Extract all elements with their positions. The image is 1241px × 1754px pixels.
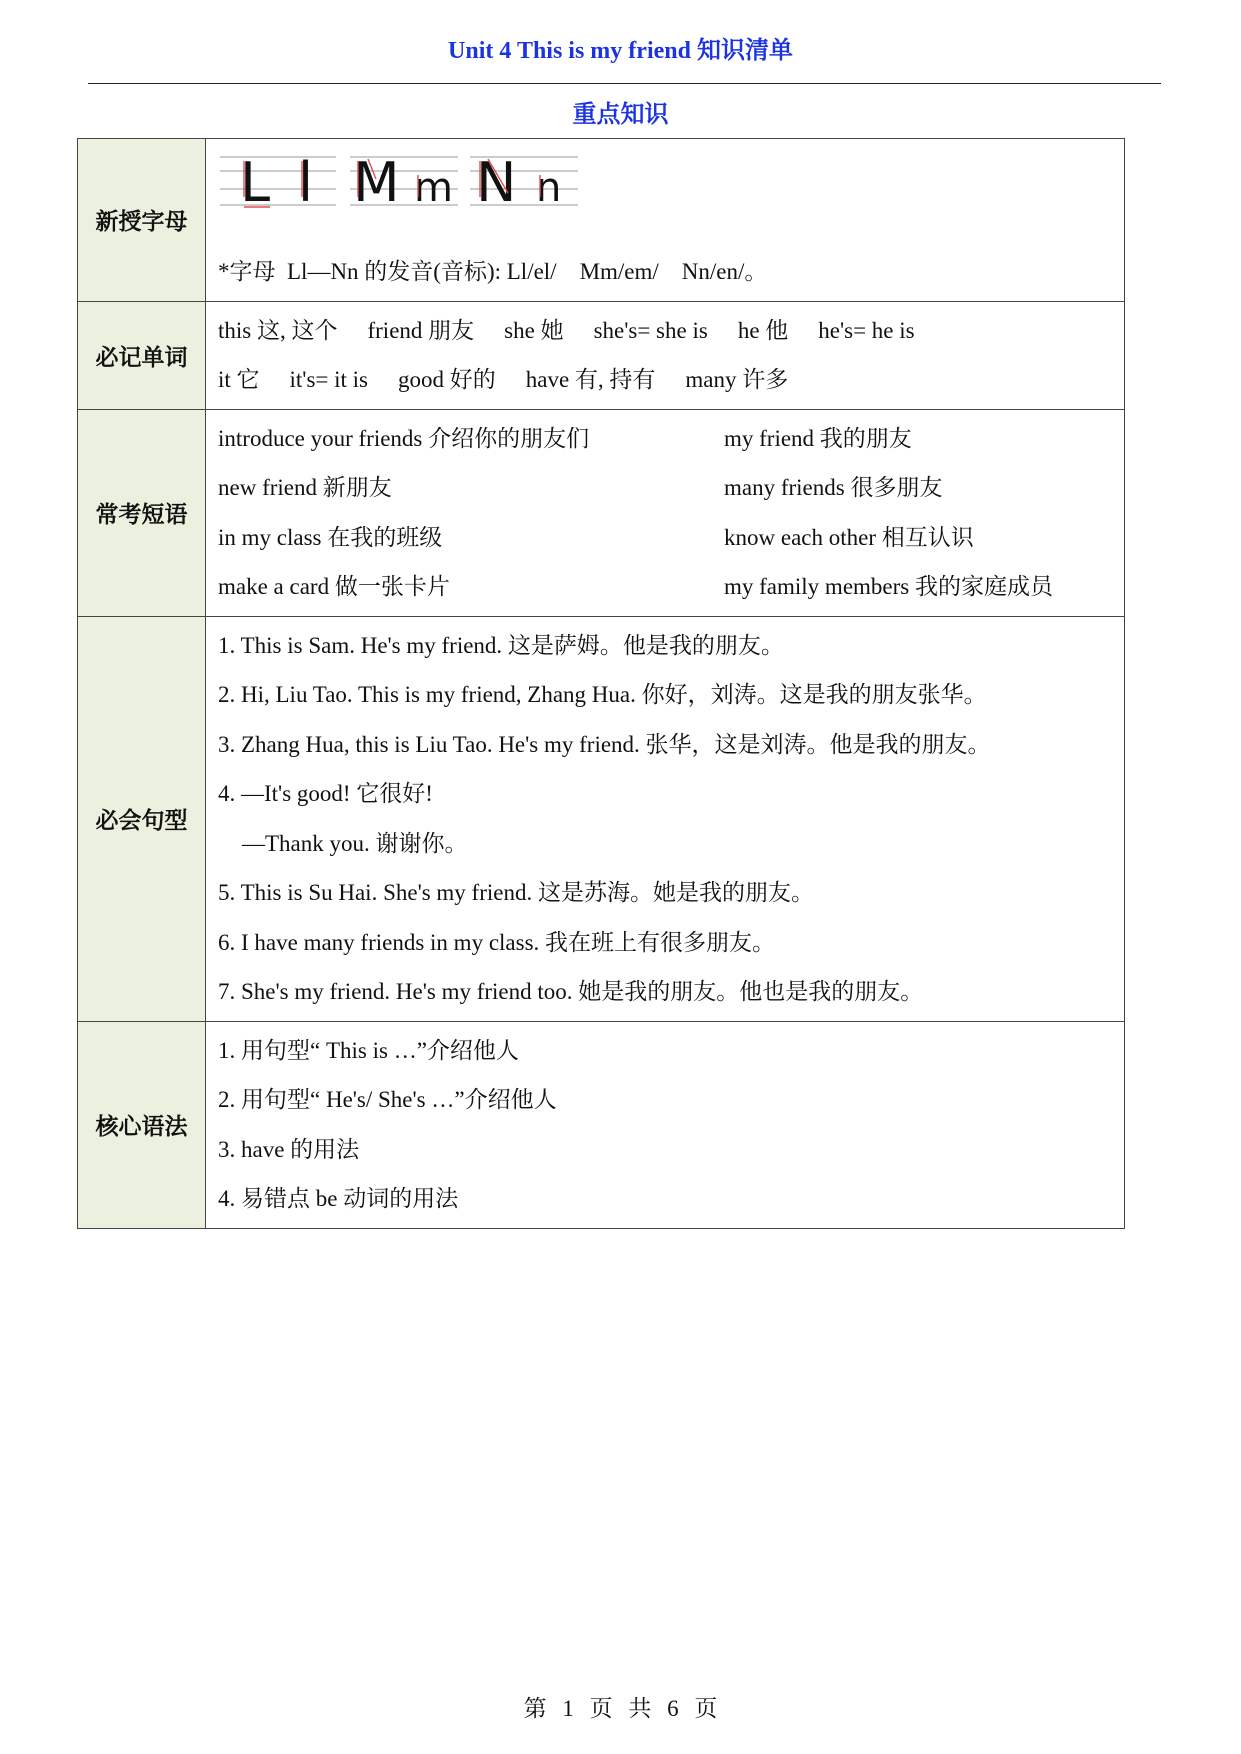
sentence-line: —Thank you. 谢谢你。 — [242, 830, 468, 856]
row-label-phrases: 常考短语 — [78, 409, 206, 616]
grammar-line: 2. 用句型“ He's/ She's …”介绍他人 — [218, 1087, 557, 1112]
phrase-item: my family members 我的家庭成员 — [724, 574, 1053, 599]
table-row — [78, 139, 1125, 302]
letters-cell — [206, 139, 1125, 302]
sentence-line: 6. I have many friends in my class. 我在班上有很多朋友。 — [218, 929, 776, 955]
phrases-cell — [206, 409, 1125, 616]
page-number: 第 1 页 共 6 页 — [523, 1696, 718, 1721]
sentence-line: 7. She's my friend. He's my friend too. 她是我的朋友。他也是我的朋友。 — [218, 979, 924, 1004]
phrase-line — [218, 463, 1124, 513]
words-cell — [206, 301, 1125, 409]
section-title: 重点知识 — [572, 102, 669, 128]
glyph-m: m — [414, 165, 453, 211]
letter-writing-guide — [218, 143, 1124, 247]
word-item: it's= it is — [289, 367, 368, 392]
phrase-item: many friends 很多朋友 — [724, 475, 943, 500]
phrase-line — [218, 513, 1124, 563]
row-label-sentences: 必会句型 — [78, 616, 206, 1021]
sentence-line: 1. This is Sam. He's my friend. 这是萨姆。他是我的朋友。 — [218, 632, 784, 658]
word-item: he's= he is — [818, 317, 915, 343]
pronunciation-note: *字母 Ll—Nn 的发音(音标): Ll/el/ Mm/em/ Nn/en/。 — [218, 259, 768, 284]
phrase-line — [218, 414, 1124, 464]
document-title: Unit 4 This is my friend 知识清单 — [448, 38, 793, 64]
glyph-n: n — [536, 165, 562, 211]
grammar-line: 1. 用句型“ This is …”介绍他人 — [218, 1037, 519, 1063]
grammar-cell — [206, 1021, 1125, 1228]
grammar-line: 3. have 的用法 — [218, 1136, 360, 1162]
phrase-line — [218, 562, 1124, 612]
word-item: friend 朋友 — [367, 317, 475, 343]
word-item: he 他 — [737, 317, 789, 343]
glyph-L: L — [240, 151, 271, 214]
table-row — [78, 1021, 1125, 1228]
phrase-item: introduce your friends 介绍你的朋友们 — [218, 425, 590, 451]
knowledge-table — [77, 138, 1125, 1229]
header-rule — [88, 83, 1161, 84]
row-label-grammar: 核心语法 — [78, 1021, 206, 1228]
word-item: it 它 — [218, 367, 260, 392]
phrase-item: know each other 相互认识 — [724, 524, 974, 550]
word-item: she's= she is — [593, 317, 708, 343]
row-label-letters: 新授字母 — [78, 139, 206, 302]
sentences-cell — [206, 616, 1125, 1021]
sentence-line: 3. Zhang Hua, this is Liu Tao. He's my friend. 张华，这是刘涛。他是我的朋友。 — [218, 731, 991, 757]
words-line-2 — [218, 355, 1124, 405]
sentence-line: 4. —It's good! 它很好! — [218, 781, 433, 806]
letter-strokes-image — [218, 149, 598, 219]
word-item: good 好的 — [398, 367, 496, 392]
glyph-N: N — [476, 151, 517, 214]
phrase-item: my friend 我的朋友 — [724, 425, 912, 451]
words-line-1 — [218, 306, 1124, 356]
grammar-line: 4. 易错点 be 动词的用法 — [218, 1186, 459, 1211]
word-item: have 有, 持有 — [525, 367, 656, 392]
table-row — [78, 616, 1125, 1021]
row-label-words: 必记单词 — [78, 301, 206, 409]
word-item: this 这, 这个 — [218, 317, 338, 343]
glyph-M: M — [353, 151, 400, 214]
word-item: many 许多 — [685, 367, 789, 392]
phrase-item: in my class 在我的班级 — [218, 524, 443, 550]
sentence-line: 5. This is Su Hai. She's my friend. 这是苏海。她是我的朋友。 — [218, 880, 814, 905]
table-row — [78, 409, 1125, 616]
table-row — [78, 301, 1125, 409]
word-item: she 她 — [504, 317, 564, 343]
sentence-line: 2. Hi, Liu Tao. This is my friend, Zhang Hua. 你好，刘涛。这是我的朋友张华。 — [218, 682, 987, 707]
phrase-item: make a card 做一张卡片 — [218, 574, 450, 599]
glyph-l: l — [298, 151, 314, 214]
phrase-item: new friend 新朋友 — [218, 475, 392, 500]
